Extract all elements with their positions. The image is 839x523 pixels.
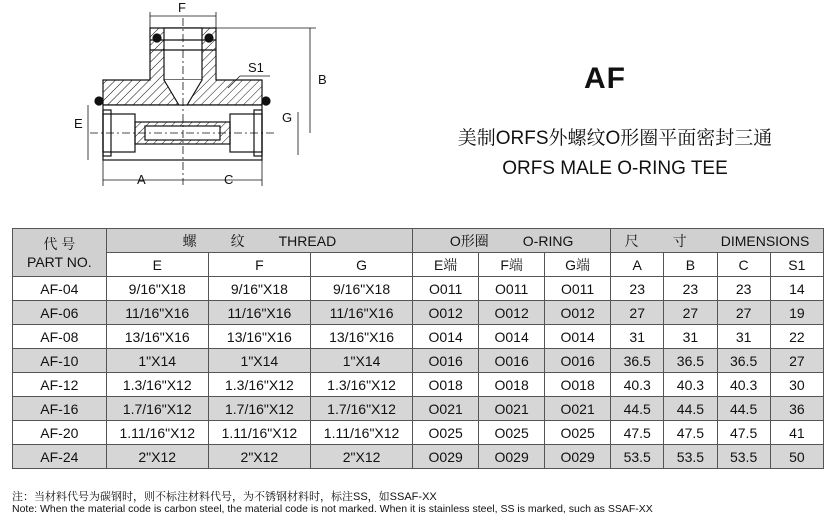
table-cell: 41 <box>770 421 823 445</box>
table-cell: 53.5 <box>717 445 770 469</box>
table-cell: O018 <box>545 373 611 397</box>
table-row <box>13 349 824 373</box>
table-cell: O014 <box>545 325 611 349</box>
table-cell: O011 <box>545 277 611 301</box>
dim-c-label: C <box>224 172 234 187</box>
table-cell: 47.5 <box>611 421 664 445</box>
col-header: B <box>664 253 717 277</box>
o-ring-left <box>95 97 103 105</box>
dim-s1-label: S1 <box>248 60 264 75</box>
dim-a-label: A <box>137 172 146 187</box>
table-cell: O025 <box>545 421 611 445</box>
table-cell: O025 <box>479 421 545 445</box>
table-cell: 2"X12 <box>208 445 310 469</box>
o-ring-top-right <box>205 34 213 42</box>
table-cell: 1.3/16"X12 <box>310 373 412 397</box>
table-cell: 36.5 <box>611 349 664 373</box>
table-cell: 13/16"X16 <box>208 325 310 349</box>
table-cell: O021 <box>479 397 545 421</box>
dim-f-label: F <box>178 0 186 15</box>
col-header: E端 <box>413 253 479 277</box>
dim-e-label: E <box>74 116 83 131</box>
table-cell: 53.5 <box>611 445 664 469</box>
product-title-en: ORFS MALE O-RING TEE <box>502 158 728 179</box>
table-cell: O021 <box>413 397 479 421</box>
note-en: Note: When the material code is carbon steel, the material code is not marked. When it is stainless steel, SS is marked, such as SSAF-XX <box>12 503 653 515</box>
table-cell: 1"X14 <box>106 349 208 373</box>
part-no-cell: AF-06 <box>13 301 107 325</box>
table-cell: 47.5 <box>717 421 770 445</box>
table-row <box>13 301 824 325</box>
product-code: AF <box>584 62 626 95</box>
table-row <box>13 421 824 445</box>
table-cell: 1"X14 <box>310 349 412 373</box>
table-cell: O011 <box>479 277 545 301</box>
o-ring-right <box>262 97 270 105</box>
table-cell: 1.7/16"X12 <box>106 397 208 421</box>
table-cell: 2"X12 <box>106 445 208 469</box>
table-cell: O014 <box>413 325 479 349</box>
table-cell: 40.3 <box>717 373 770 397</box>
thread-header: 螺 纹 THREAD <box>106 229 413 253</box>
col-header: C <box>717 253 770 277</box>
col-header: F端 <box>479 253 545 277</box>
table-row <box>13 325 824 349</box>
col-header: S1 <box>770 253 823 277</box>
table-cell: 13/16"X16 <box>310 325 412 349</box>
product-title-cn: 美制ORFS外螺纹O形圈平面密封三通 <box>457 128 773 149</box>
table-cell: O016 <box>479 349 545 373</box>
note-cn: 注：当材料代号为碳钢时，则不标注材料代号，为不锈钢材料时，标注SS，如SSAF-XX <box>12 491 437 503</box>
table-cell: 44.5 <box>664 397 717 421</box>
table-cell: 30 <box>770 373 823 397</box>
spec-table <box>12 228 824 469</box>
col-header: G <box>310 253 412 277</box>
table-cell: O016 <box>413 349 479 373</box>
table-cell: 9/16"X18 <box>310 277 412 301</box>
table-cell: 27 <box>664 301 717 325</box>
table-row <box>13 277 824 301</box>
table-cell: 40.3 <box>664 373 717 397</box>
table-cell: O029 <box>545 445 611 469</box>
dim-b-label: B <box>318 72 327 87</box>
part-no-cell: AF-20 <box>13 421 107 445</box>
table-cell: 23 <box>717 277 770 301</box>
table-cell: 1.11/16"X12 <box>208 421 310 445</box>
table-cell: O025 <box>413 421 479 445</box>
table-cell: 31 <box>611 325 664 349</box>
table-cell: O018 <box>413 373 479 397</box>
table-cell: 44.5 <box>717 397 770 421</box>
table-cell: 31 <box>717 325 770 349</box>
tee-fitting-drawing <box>0 0 400 200</box>
table-cell: 31 <box>664 325 717 349</box>
table-cell: 1.3/16"X12 <box>208 373 310 397</box>
table-row <box>13 445 824 469</box>
table-cell: 27 <box>717 301 770 325</box>
col-header: A <box>611 253 664 277</box>
o-ring-top-left <box>153 34 161 42</box>
table-cell: 11/16"X16 <box>310 301 412 325</box>
part-no-cell: AF-10 <box>13 349 107 373</box>
table-cell: 23 <box>611 277 664 301</box>
table-cell: O029 <box>479 445 545 469</box>
title-block <box>400 62 830 180</box>
part-no-cell: AF-04 <box>13 277 107 301</box>
table-cell: 13/16"X16 <box>106 325 208 349</box>
table-cell: O014 <box>479 325 545 349</box>
col-header: F <box>208 253 310 277</box>
part-no-cell: AF-12 <box>13 373 107 397</box>
table-cell: 9/16"X18 <box>106 277 208 301</box>
table-cell: 27 <box>611 301 664 325</box>
table-cell: 36.5 <box>717 349 770 373</box>
table-cell: 19 <box>770 301 823 325</box>
table-cell: O011 <box>413 277 479 301</box>
table-cell: O029 <box>413 445 479 469</box>
table-row <box>13 397 824 421</box>
table-cell: 1"X14 <box>208 349 310 373</box>
table-cell: 50 <box>770 445 823 469</box>
table-cell: 1.11/16"X12 <box>310 421 412 445</box>
part-no-cell: AF-16 <box>13 397 107 421</box>
table-cell: O012 <box>413 301 479 325</box>
table-cell: 1.7/16"X12 <box>310 397 412 421</box>
col-header: E <box>106 253 208 277</box>
table-cell: 22 <box>770 325 823 349</box>
table-cell: 14 <box>770 277 823 301</box>
table-cell: 36 <box>770 397 823 421</box>
table-cell: 53.5 <box>664 445 717 469</box>
table-cell: O021 <box>545 397 611 421</box>
table-cell: O016 <box>545 349 611 373</box>
table-cell: O012 <box>545 301 611 325</box>
table-cell: 23 <box>664 277 717 301</box>
table-cell: 1.3/16"X12 <box>106 373 208 397</box>
table-cell: 1.7/16"X12 <box>208 397 310 421</box>
part-no-header: 代 号 PART NO. <box>13 229 107 277</box>
table-cell: O012 <box>479 301 545 325</box>
table-cell: 2"X12 <box>310 445 412 469</box>
dim-g-label: G <box>282 110 293 125</box>
table-cell: 44.5 <box>611 397 664 421</box>
table-cell: 11/16"X16 <box>106 301 208 325</box>
table-cell: 1.11/16"X12 <box>106 421 208 445</box>
table-row <box>13 373 824 397</box>
o-ring-header: O形圈 O-RING <box>413 229 611 253</box>
table-cell: 9/16"X18 <box>208 277 310 301</box>
table-cell: 47.5 <box>664 421 717 445</box>
table-cell: 11/16"X16 <box>208 301 310 325</box>
table-body <box>13 277 824 469</box>
table-cell: 36.5 <box>664 349 717 373</box>
dimensions-header: 尺 寸 DIMENSIONS <box>611 229 824 253</box>
table-cell: O018 <box>479 373 545 397</box>
table-cell: 40.3 <box>611 373 664 397</box>
part-no-cell: AF-08 <box>13 325 107 349</box>
col-header: G端 <box>545 253 611 277</box>
table-cell: 27 <box>770 349 823 373</box>
part-no-cell: AF-24 <box>13 445 107 469</box>
